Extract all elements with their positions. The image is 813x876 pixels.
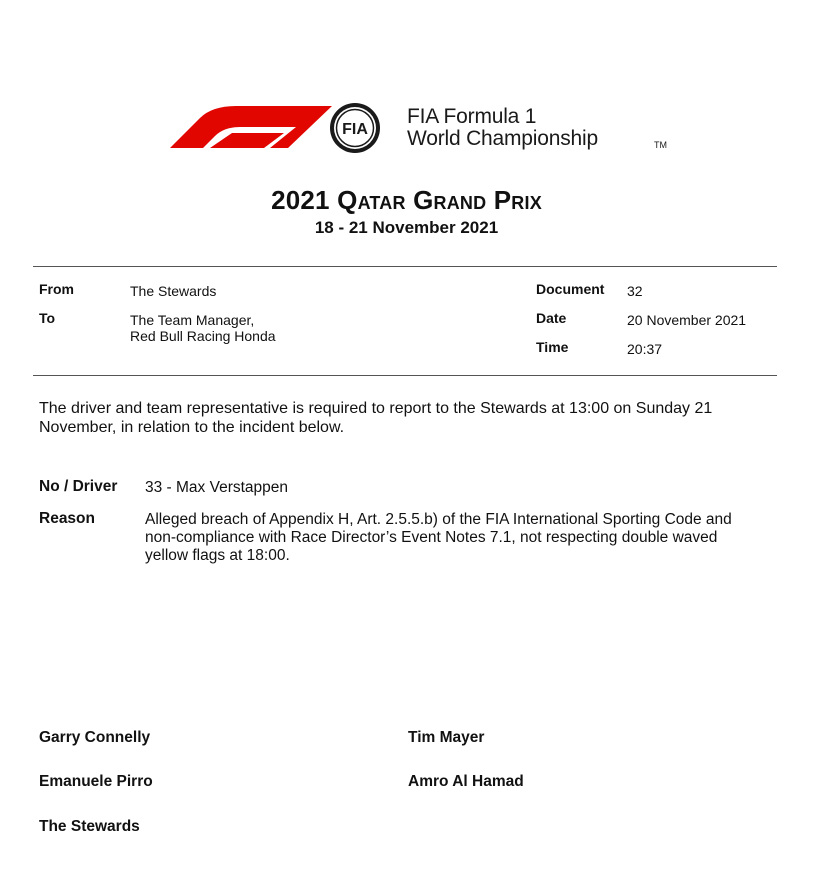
from-label: From (39, 281, 74, 297)
reason-line-1: Alleged breach of Appendix H, Art. 2.5.5.b) of the FIA International Sporting Code and (145, 511, 732, 528)
divider-bottom (33, 375, 777, 376)
steward-signature-4: Amro Al Hamad (408, 773, 524, 790)
reason-line-3: yellow flags at 18:00. (145, 547, 290, 564)
document-value: 32 (627, 283, 643, 299)
driver-value: 33 - Max Verstappen (145, 479, 289, 496)
document-label: Document (536, 281, 605, 297)
reason-line-2: non-compliance with Race Director’s Event Notes 7.1, not respecting double waved (145, 529, 718, 546)
event-title: 2021 Qatar Grand Prix (271, 185, 542, 215)
notice-line-2: November, in relation to the incident below. (39, 419, 345, 436)
to-label: To (39, 310, 56, 326)
to-value-line-2: Red Bull Racing Honda (130, 328, 276, 344)
notice-paragraph (39, 399, 779, 437)
reason-label: Reason (39, 510, 95, 527)
driver-label: No / Driver (39, 478, 118, 495)
fia-seal-logo (328, 101, 382, 155)
brand-line-2: World Championship (407, 127, 598, 150)
fia-logo-text: FIA (342, 121, 368, 138)
steward-signature-1: Garry Connelly (39, 729, 151, 746)
time-label: Time (536, 339, 569, 355)
date-value: 20 November 2021 (627, 312, 747, 328)
steward-signature-3: Emanuele Pirro (39, 773, 153, 790)
brand-line-1: FIA Formula 1 (407, 105, 537, 128)
to-value-line-1: The Team Manager, (130, 312, 255, 328)
time-value: 20:37 (627, 341, 663, 357)
steward-signature-2: Tim Mayer (408, 729, 485, 746)
f1-logo (152, 100, 332, 152)
divider-top (33, 266, 777, 267)
from-value: The Stewards (130, 283, 217, 299)
brand-trademark: TM (654, 140, 667, 150)
event-dates: 18 - 21 November 2021 (314, 218, 499, 237)
notice-line-1: The driver and team representative is required to report to the Stewards at 13:00 on Sunday 21 (39, 400, 713, 417)
date-label: Date (536, 310, 567, 326)
reason-value (145, 511, 785, 565)
stewards-footer: The Stewards (39, 818, 140, 835)
